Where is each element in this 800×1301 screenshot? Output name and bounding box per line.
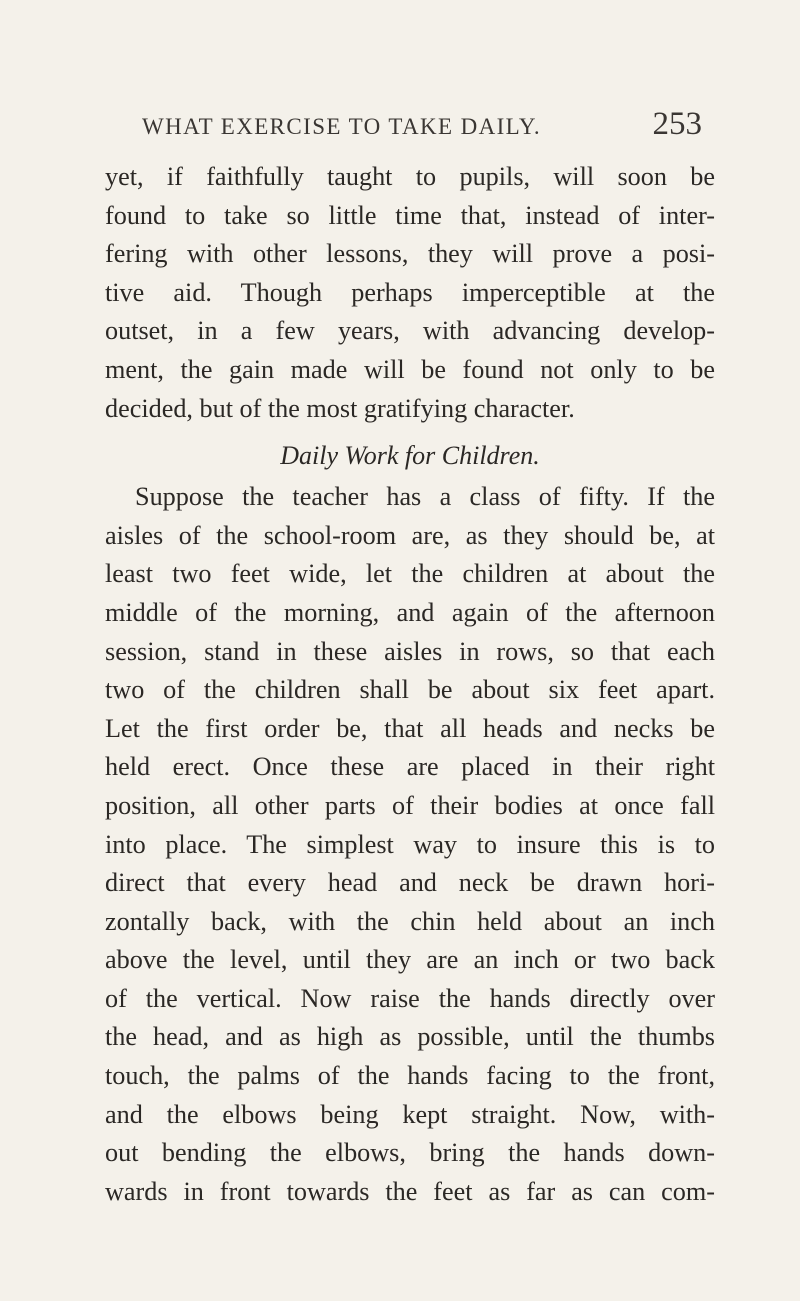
text-line: fering with other lessons, they will prove a posi- xyxy=(105,239,715,269)
running-head xyxy=(142,106,702,146)
text-line: of the vertical. Now raise the hands directly over xyxy=(105,983,715,1013)
text-line: above the level, until they are an inch or two back xyxy=(105,945,715,975)
text-line: held erect. Once these are placed in their right xyxy=(105,752,715,782)
text-line: Let the first order be, that all heads and necks be xyxy=(105,713,715,743)
text-line: the head, and as high as possible, until the thumbs xyxy=(105,1022,715,1052)
text-line: two of the children shall be about six feet apart. xyxy=(105,675,715,705)
text-line: direct that every head and neck be drawn hori- xyxy=(105,868,715,898)
body-text xyxy=(105,158,715,1211)
text-line: tive aid. Though perhaps imperceptible at the xyxy=(105,277,715,307)
text-line: middle of the morning, and again of the afternoon xyxy=(105,597,715,627)
text-line: and the elbows being kept straight. Now, with- xyxy=(105,1099,715,1129)
text-line: session, stand in these aisles in rows, so that each xyxy=(105,636,715,666)
text-line: outset, in a few years, with advancing develop- xyxy=(105,316,715,346)
text-line: touch, the palms of the hands facing to the front, xyxy=(105,1061,715,1091)
paragraph-2 xyxy=(105,478,715,1211)
text-line: found to take so little time that, instead of inter- xyxy=(105,200,715,230)
text-line: yet, if faithfully taught to pupils, will soon be xyxy=(105,162,715,191)
text-line: position, all other parts of their bodies at once fall xyxy=(105,790,715,820)
text-line: out bending the elbows, bring the hands down- xyxy=(105,1138,715,1168)
text-line: ment, the gain made will be found not only to be xyxy=(105,354,715,384)
section-heading: Daily Work for Children. xyxy=(280,441,540,471)
text-line: aisles of the school-room are, as they should be, at xyxy=(105,520,715,550)
paragraph-1 xyxy=(105,158,715,428)
text-line: wards in front towards the feet as far as can com- xyxy=(105,1176,715,1206)
page-number: 253 xyxy=(652,106,702,142)
text-line: Suppose the teacher has a class of fifty. If the xyxy=(135,482,715,512)
text-line: into place. The simplest way to insure this is to xyxy=(105,829,715,859)
text-line: zontally back, with the chin held about an inch xyxy=(105,906,715,936)
text-line: least two feet wide, let the children at about the xyxy=(105,559,715,589)
running-title: WHAT EXERCISE TO TAKE DAILY. xyxy=(142,114,542,139)
text-line: decided, but of the most gratifying character. xyxy=(105,393,575,423)
